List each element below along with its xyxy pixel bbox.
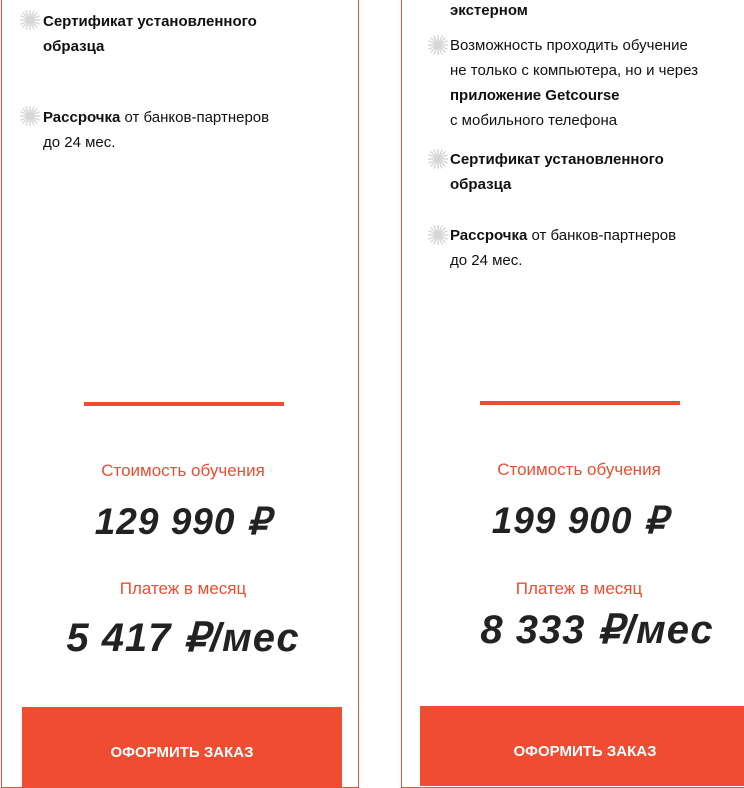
- feature-title-cont: образца: [450, 176, 512, 193]
- sparkle-icon: [428, 225, 448, 245]
- sparkle-icon: [428, 35, 448, 55]
- sparkle-icon: [428, 149, 448, 169]
- monthly-price: 5 417 ₽/мес: [66, 616, 300, 660]
- feature-certificate: [43, 9, 257, 59]
- cost-label: Стоимость обучения: [101, 461, 265, 480]
- feature-certificate: [450, 147, 664, 197]
- sparkle-icon: [20, 10, 40, 30]
- feature-title: приложение Getcourse: [450, 87, 620, 104]
- sparkle-icon: [20, 106, 40, 126]
- feature-title: экстерном: [450, 2, 528, 19]
- order-button[interactable]: ОФОРМИТЬ ЗАКАЗ: [420, 706, 744, 786]
- feature-external: [450, 0, 528, 23]
- monthly-label: Платеж в месяц: [515, 579, 643, 598]
- feature-mobile-app: [450, 33, 698, 133]
- monthly-label: Платеж в месяц: [119, 579, 247, 598]
- feature-installment: [450, 223, 676, 273]
- monthly-price: 8 333 ₽/мес: [480, 608, 714, 652]
- feature-title: Рассрочка: [450, 227, 528, 244]
- feature-title: Сертификат установленного: [43, 13, 257, 30]
- feature-text-end: с мобильного телефона: [450, 112, 618, 129]
- divider: [84, 402, 284, 406]
- order-button[interactable]: ОФОРМИТЬ ЗАКАЗ: [22, 707, 342, 787]
- feature-title: Сертификат установленного: [450, 151, 664, 168]
- feature-text-cont: до 24 мес.: [43, 134, 116, 151]
- feature-text-cont: не только с компьютера, но и через: [450, 62, 699, 79]
- price: 199 900 ₽: [491, 500, 669, 541]
- feature-title: Рассрочка: [43, 109, 121, 126]
- feature-title-cont: образца: [43, 38, 105, 55]
- feature-text: от банков-партнеров: [527, 227, 677, 244]
- feature-installment: [43, 105, 269, 155]
- price: 129 990 ₽: [94, 501, 272, 542]
- cost-label: Стоимость обучения: [497, 460, 661, 479]
- feature-text-cont: до 24 мес.: [450, 252, 523, 269]
- divider: [480, 401, 680, 405]
- feature-text: от банков-партнеров: [120, 109, 270, 126]
- feature-text: Возможность проходить обучение: [450, 37, 688, 54]
